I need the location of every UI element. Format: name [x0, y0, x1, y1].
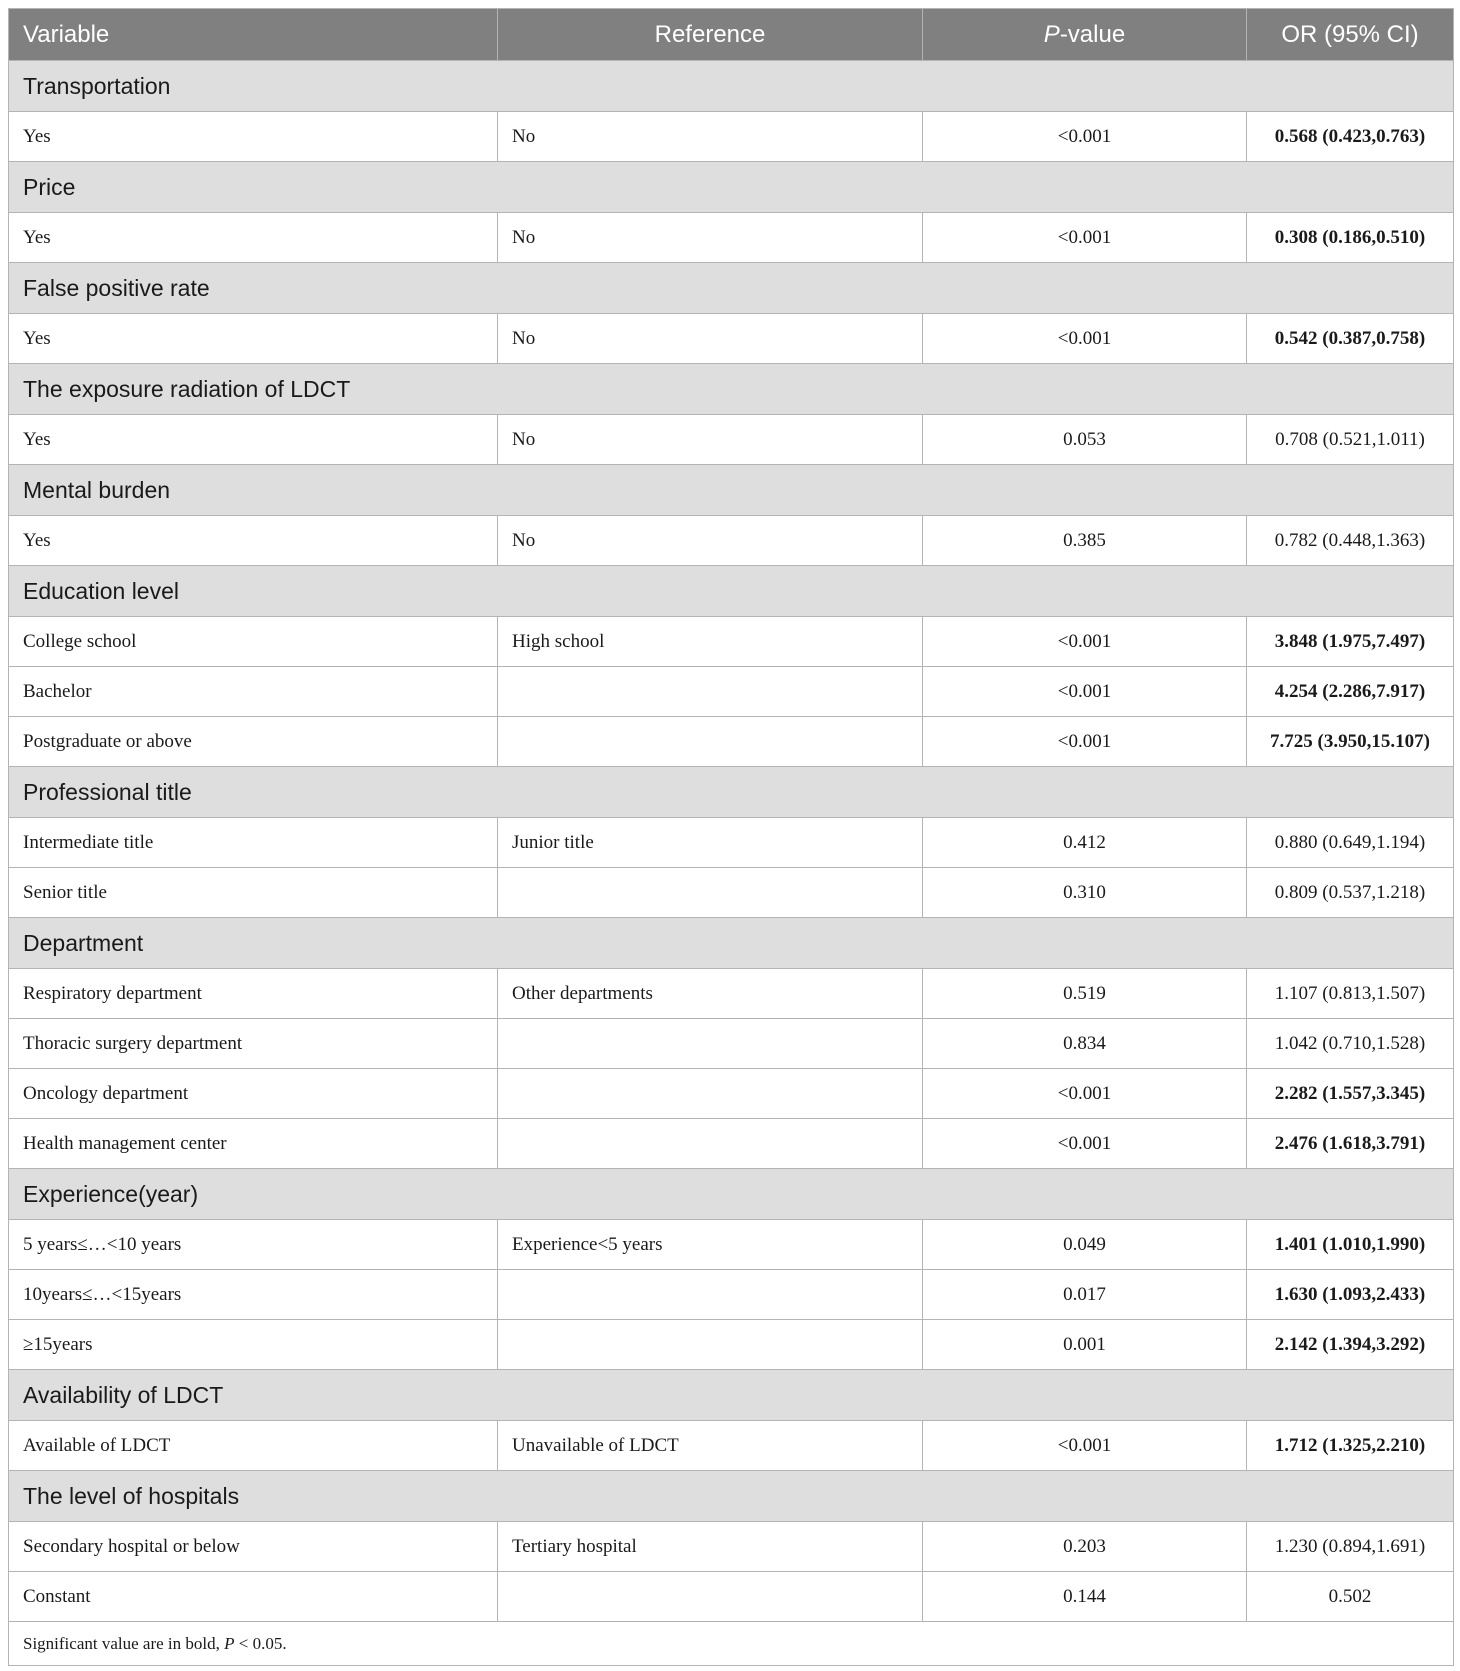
section-title: Transportation [9, 61, 1454, 112]
header-pvalue-p: P [1043, 20, 1060, 48]
cell-reference: Junior title [498, 818, 923, 868]
section-row [9, 918, 1454, 969]
cell-reference [498, 1119, 923, 1169]
table-row [9, 415, 1454, 465]
section-title: Education level [9, 566, 1454, 617]
cell-or: 1.401 (1.010,1.990) [1247, 1220, 1454, 1270]
cell-or: 0.880 (0.649,1.194) [1247, 818, 1454, 868]
section-row [9, 465, 1454, 516]
cell-pvalue: 0.834 [923, 1019, 1247, 1069]
header-or: OR (95% CI) [1247, 9, 1454, 61]
section-row [9, 364, 1454, 415]
section-title: Availability of LDCT [9, 1370, 1454, 1421]
cell-variable: Respiratory department [9, 969, 498, 1019]
cell-reference: No [498, 516, 923, 566]
header-reference: Reference [498, 9, 923, 61]
table-row [9, 1119, 1454, 1169]
cell-variable: Postgraduate or above [9, 717, 498, 767]
section-row [9, 162, 1454, 213]
cell-reference [498, 1069, 923, 1119]
cell-reference: High school [498, 617, 923, 667]
table-row [9, 717, 1454, 767]
section-row [9, 1471, 1454, 1522]
cell-or: 0.782 (0.448,1.363) [1247, 516, 1454, 566]
table-row [9, 1572, 1454, 1622]
footnote [9, 1622, 1454, 1666]
table-row [9, 868, 1454, 918]
cell-variable: ≥15years [9, 1320, 498, 1370]
cell-variable: 5 years≤…<10 years [9, 1220, 498, 1270]
cell-or: 1.712 (1.325,2.210) [1247, 1421, 1454, 1471]
footnote-p: P [224, 1633, 235, 1653]
cell-or: 2.476 (1.618,3.791) [1247, 1119, 1454, 1169]
table-header [9, 9, 1454, 61]
cell-pvalue: 0.385 [923, 516, 1247, 566]
section-title: The level of hospitals [9, 1471, 1454, 1522]
cell-variable: Thoracic surgery department [9, 1019, 498, 1069]
cell-variable: Intermediate title [9, 818, 498, 868]
cell-variable: Health management center [9, 1119, 498, 1169]
cell-or: 7.725 (3.950,15.107) [1247, 717, 1454, 767]
cell-reference: Unavailable of LDCT [498, 1421, 923, 1471]
cell-pvalue: <0.001 [923, 717, 1247, 767]
header-pvalue [923, 9, 1247, 61]
cell-reference: No [498, 314, 923, 364]
cell-variable: Yes [9, 415, 498, 465]
cell-or: 2.282 (1.557,3.345) [1247, 1069, 1454, 1119]
cell-variable: College school [9, 617, 498, 667]
table-row [9, 1320, 1454, 1370]
table-row [9, 1421, 1454, 1471]
section-row [9, 263, 1454, 314]
table-row [9, 667, 1454, 717]
cell-pvalue: <0.001 [923, 314, 1247, 364]
cell-or: 0.568 (0.423,0.763) [1247, 112, 1454, 162]
table-row [9, 818, 1454, 868]
cell-pvalue: 0.203 [923, 1522, 1247, 1572]
section-row [9, 767, 1454, 818]
cell-reference: No [498, 112, 923, 162]
cell-or: 0.502 [1247, 1572, 1454, 1622]
section-row [9, 1169, 1454, 1220]
section-row [9, 1370, 1454, 1421]
section-title: Experience(year) [9, 1169, 1454, 1220]
cell-pvalue: <0.001 [923, 1069, 1247, 1119]
cell-variable: Yes [9, 112, 498, 162]
section-title: Mental burden [9, 465, 1454, 516]
table-row [9, 617, 1454, 667]
table-row [9, 1069, 1454, 1119]
footnote-row [9, 1622, 1454, 1666]
cell-variable: Secondary hospital or below [9, 1522, 498, 1572]
cell-reference: No [498, 415, 923, 465]
header-pvalue-rest: -value [1059, 20, 1126, 48]
cell-or: 1.630 (1.093,2.433) [1247, 1270, 1454, 1320]
cell-pvalue: 0.519 [923, 969, 1247, 1019]
table-footer [9, 1622, 1454, 1666]
table-row [9, 969, 1454, 1019]
cell-reference [498, 1572, 923, 1622]
table-row [9, 1019, 1454, 1069]
cell-or: 0.542 (0.387,0.758) [1247, 314, 1454, 364]
cell-reference: No [498, 213, 923, 263]
table-row [9, 1522, 1454, 1572]
cell-pvalue: <0.001 [923, 617, 1247, 667]
section-row [9, 61, 1454, 112]
cell-variable: Constant [9, 1572, 498, 1622]
cell-or: 1.042 (0.710,1.528) [1247, 1019, 1454, 1069]
section-title: False positive rate [9, 263, 1454, 314]
cell-pvalue: <0.001 [923, 112, 1247, 162]
table-row [9, 516, 1454, 566]
cell-pvalue: <0.001 [923, 667, 1247, 717]
cell-or: 3.848 (1.975,7.497) [1247, 617, 1454, 667]
cell-variable: Available of LDCT [9, 1421, 498, 1471]
cell-or: 4.254 (2.286,7.917) [1247, 667, 1454, 717]
cell-or: 2.142 (1.394,3.292) [1247, 1320, 1454, 1370]
cell-reference [498, 667, 923, 717]
cell-reference [498, 1320, 923, 1370]
header-variable: Variable [9, 9, 498, 61]
results-table-container [8, 8, 1453, 1666]
cell-variable: Senior title [9, 868, 498, 918]
table-row [9, 1220, 1454, 1270]
cell-variable: Yes [9, 516, 498, 566]
cell-or: 0.308 (0.186,0.510) [1247, 213, 1454, 263]
cell-pvalue: 0.053 [923, 415, 1247, 465]
cell-variable: Oncology department [9, 1069, 498, 1119]
cell-variable: Bachelor [9, 667, 498, 717]
cell-reference [498, 1019, 923, 1069]
cell-reference [498, 868, 923, 918]
footnote-suffix: < 0.05. [234, 1633, 287, 1653]
regression-table [8, 8, 1454, 1666]
cell-pvalue: <0.001 [923, 1421, 1247, 1471]
cell-reference: Tertiary hospital [498, 1522, 923, 1572]
cell-pvalue: <0.001 [923, 1119, 1247, 1169]
cell-pvalue: 0.412 [923, 818, 1247, 868]
footnote-prefix: Significant value are in bold, [23, 1633, 225, 1653]
header-row [9, 9, 1454, 61]
cell-reference: Experience<5 years [498, 1220, 923, 1270]
cell-pvalue: 0.144 [923, 1572, 1247, 1622]
cell-or: 0.708 (0.521,1.011) [1247, 415, 1454, 465]
section-title: The exposure radiation of LDCT [9, 364, 1454, 415]
table-row [9, 213, 1454, 263]
cell-reference [498, 1270, 923, 1320]
section-title: Department [9, 918, 1454, 969]
cell-or: 1.230 (0.894,1.691) [1247, 1522, 1454, 1572]
cell-variable: Yes [9, 213, 498, 263]
section-row [9, 566, 1454, 617]
table-body [9, 61, 1454, 1622]
cell-pvalue: 0.001 [923, 1320, 1247, 1370]
cell-reference: Other departments [498, 969, 923, 1019]
cell-reference [498, 717, 923, 767]
cell-or: 1.107 (0.813,1.507) [1247, 969, 1454, 1019]
cell-variable: Yes [9, 314, 498, 364]
cell-or: 0.809 (0.537,1.218) [1247, 868, 1454, 918]
table-row [9, 112, 1454, 162]
section-title: Price [9, 162, 1454, 213]
cell-pvalue: 0.017 [923, 1270, 1247, 1320]
table-row [9, 314, 1454, 364]
section-title: Professional title [9, 767, 1454, 818]
table-row [9, 1270, 1454, 1320]
cell-pvalue: 0.049 [923, 1220, 1247, 1270]
cell-pvalue: 0.310 [923, 868, 1247, 918]
cell-variable: 10years≤…<15years [9, 1270, 498, 1320]
cell-pvalue: <0.001 [923, 213, 1247, 263]
